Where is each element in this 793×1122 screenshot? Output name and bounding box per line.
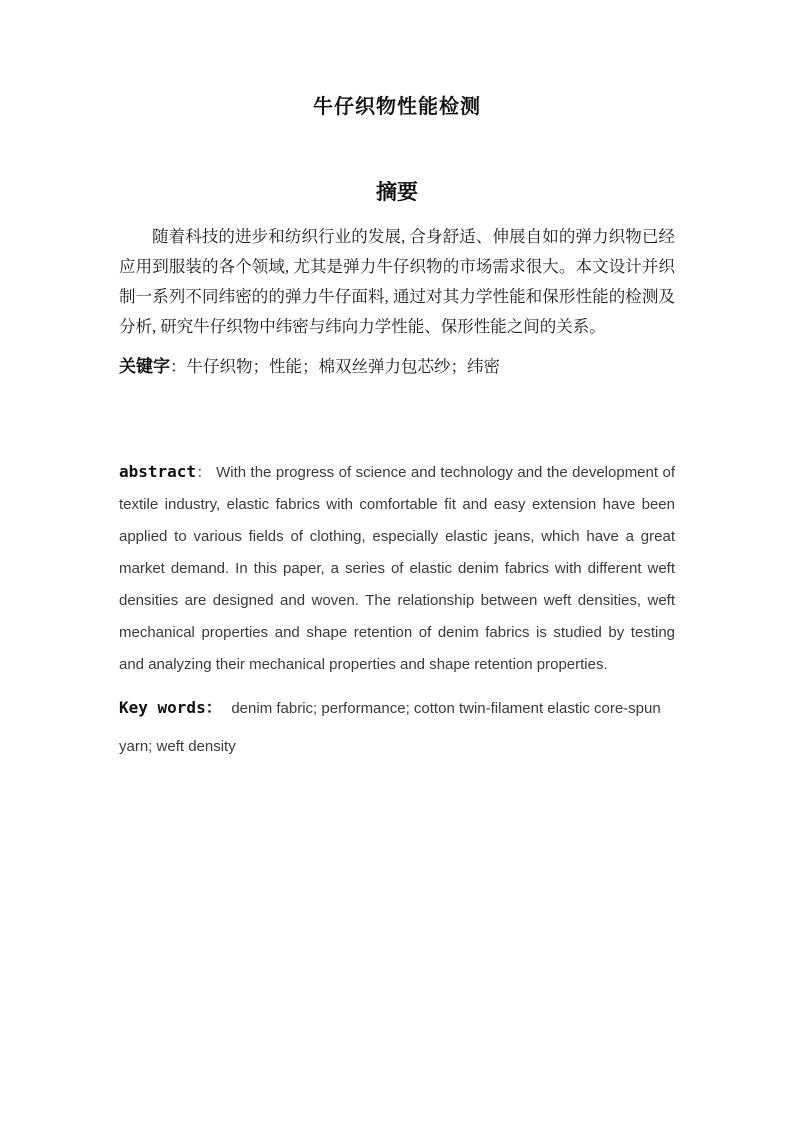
abstract-cn-heading: 摘要 <box>376 181 418 204</box>
keywords-en-label: Key words <box>119 698 206 717</box>
abstract-en-body: With the progress of science and technology and the development of textile industry, elastic fabrics with comfortable fit and easy extension have been applied to various fields of clothing, especially elastic jeans, which have a great market demand. In this paper, a series of elastic denim fabrics with different weft densities are designed and woven. The relationship between weft densities, weft mechanical properties and shape retention of denim fabrics is studied by testing and analyzing their mechanical properties and shape retention properties. <box>119 464 675 673</box>
keywords-cn <box>119 352 675 382</box>
abstract-cn-body: 随着科技的进步和纺织行业的发展, 合身舒适、伸展自如的弹力织物已经应用到服装的各个领域, 尤其是弹力牛仔织物的市场需求很大。本文设计并织制一系列不同纬密的的弹力牛仔面料, 通过对其力学性能和保形性能的检测及分析, 研究牛仔织物中纬密与纬向力学性能、保形性能之间的关系。 <box>119 227 675 336</box>
keywords-en <box>119 689 675 766</box>
keywords-en-separator: ： <box>205 698 232 717</box>
abstract-en <box>119 456 675 681</box>
abstract-en-separator: ： <box>196 464 217 481</box>
keywords-cn-separator: ： <box>170 357 187 376</box>
document-title: 牛仔织物性能检测 <box>313 96 481 118</box>
keywords-cn-label: 关键字 <box>119 357 170 376</box>
keywords-cn-text: 牛仔织物；性能；棉双丝弹力包芯纱；纬密 <box>186 357 500 376</box>
abstract-en-label: abstract <box>119 462 197 481</box>
keywords-en-text: denim fabric; performance; cotton twin-filament elastic core-spun yarn; weft density <box>119 700 661 755</box>
